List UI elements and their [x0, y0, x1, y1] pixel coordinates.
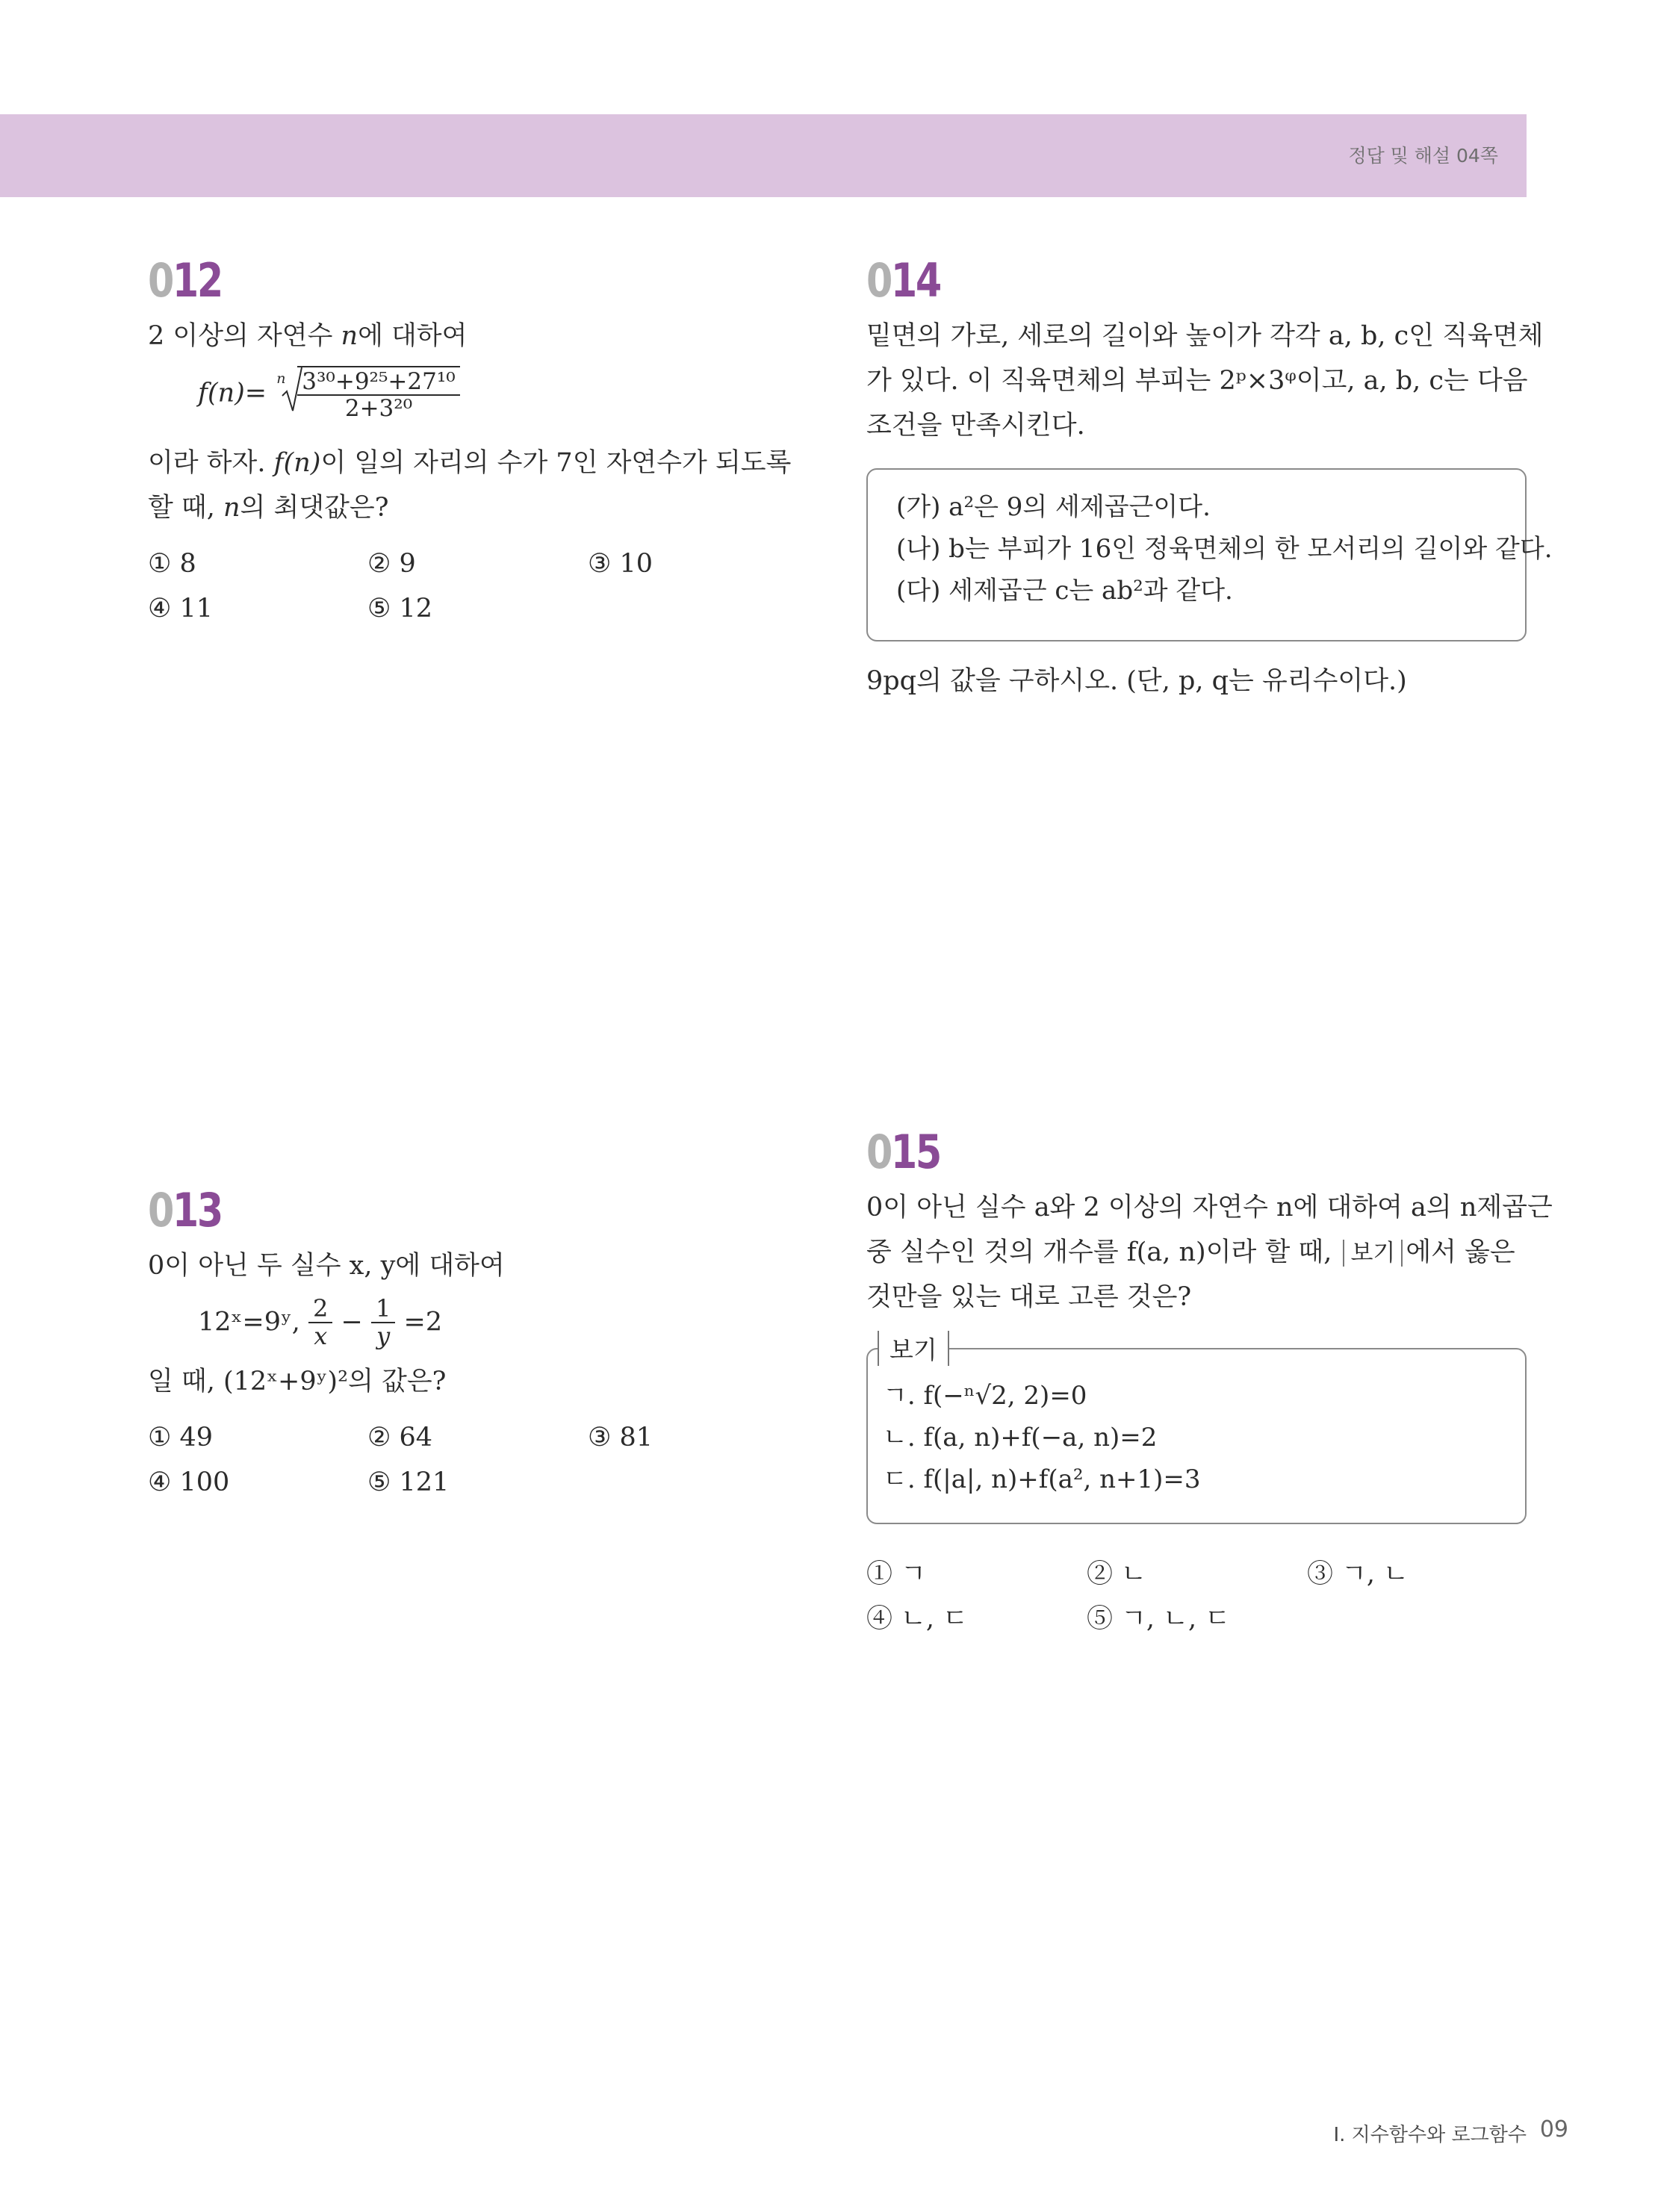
question-number-014: 014 [866, 253, 940, 308]
q013-choice-3[interactable]: ③ 81 [588, 1423, 653, 1453]
condition-da: (다) 세제곱근 c는 ab²과 같다. [896, 576, 1233, 606]
q012-choice-5[interactable]: ⑤ 12 [367, 594, 433, 624]
q014-conditions-box [866, 468, 1553, 641]
bogi-item-digeut: ㄷ. f(|a|, n)+f(a², n+1)=3 [883, 1464, 1201, 1494]
q013-choice-4[interactable]: ④ 100 [148, 1467, 230, 1497]
bogi-reference: 보기 [1343, 1240, 1403, 1267]
q015-stem-line2: 중 실수인 것의 개수를 f(a, n)이라 할 때, 보기 에서 옳은 [866, 1237, 1515, 1267]
q013-choice-5[interactable]: ⑤ 121 [367, 1467, 450, 1497]
q015-bogi-box [866, 1348, 1527, 1524]
q012-numerator: 3³⁰+9²⁵+27¹⁰ [297, 369, 459, 396]
q013-stem-line2: 일 때, (12ˣ+9ʸ)²의 값은? [148, 1367, 447, 1397]
q012-stem-line1: 2 이상의 자연수 n에 대하여 [148, 321, 468, 351]
condition-ga: (가) a²은 9의 세제곱근이다. [896, 492, 1211, 522]
chapter-title: I. 지수함수와 로그함수 [1333, 2124, 1527, 2146]
q012-formula: f(n)= n $\frac{\text{3³⁰+9²⁵+27¹⁰}}{\text{2+3²⁰}}$ [198, 366, 460, 421]
bogi-item-giyeok: ㄱ. f(−ⁿ√2, 2)=0 [883, 1381, 1087, 1411]
condition-na: (나) b는 부피가 16인 정육면체의 한 모서리의 길이와 같다. [896, 534, 1553, 564]
radical-sign-icon [281, 366, 303, 414]
q013-frac1-num: 2 [308, 1296, 332, 1323]
q012-choice-4[interactable]: ④ 11 [148, 594, 214, 624]
header-band [0, 114, 1527, 197]
q013-frac1-den: x [314, 1322, 328, 1351]
q012-stem-line3: 할 때, n의 최댓값은? [148, 493, 389, 523]
q014-stem-line2: 가 있다. 이 직육면체의 부피는 2ᵖ×3ᵠ이고, a, b, c는 다음 [866, 366, 1528, 396]
q012-stem-line2: 이라 하자. f(n)이 일의 자리의 수가 7인 자연수가 되도록 [148, 448, 792, 478]
question-number-013: 013 [148, 1183, 222, 1237]
q015-choice-1[interactable]: ① ㄱ [866, 1559, 926, 1589]
question-number-015: 015 [866, 1125, 940, 1179]
q015-choice-3[interactable]: ③ ㄱ, ㄴ [1307, 1559, 1409, 1589]
bogi-item-nieun: ㄴ. f(a, n)+f(−a, n)=2 [883, 1423, 1158, 1453]
q013-stem-line1: 0이 아닌 두 실수 x, y에 대하여 [148, 1251, 505, 1281]
page-number: 09 [1539, 2116, 1568, 2143]
q013-choice-2[interactable]: ② 64 [367, 1423, 433, 1453]
q014-stem-line1: 밑면의 가로, 세로의 길이와 높이가 각각 a, b, c인 직육면체 [866, 321, 1544, 351]
q015-stem-line3: 것만을 있는 대로 고른 것은? [866, 1282, 1192, 1312]
q012-choice-2[interactable]: ② 9 [367, 549, 416, 579]
root-index: n [276, 370, 286, 387]
bogi-legend: 보기 [878, 1331, 949, 1366]
q015-choice-4[interactable]: ④ ㄴ, ㄷ [866, 1604, 968, 1634]
q013-choice-1[interactable]: ① 49 [148, 1423, 214, 1453]
q012-choice-1[interactable]: ① 8 [148, 549, 196, 579]
q012-choice-3[interactable]: ③ 10 [588, 549, 653, 579]
q014-question: 9pq의 값을 구하시오. (단, p, q는 유리수이다.) [866, 666, 1407, 696]
q014-stem-line3: 조건을 만족시킨다. [866, 411, 1085, 441]
q013-equation: 12ˣ=9ʸ, $\frac{2}{x}$ − $\frac{1}{y}$ =2 [198, 1294, 443, 1351]
q015-stem-line1: 0이 아닌 실수 a와 2 이상의 자연수 n에 대하여 a의 n제곱근 [866, 1193, 1553, 1222]
q015-choice-2[interactable]: ② ㄴ [1087, 1559, 1146, 1589]
q015-choice-5[interactable]: ⑤ ㄱ, ㄴ, ㄷ [1087, 1604, 1231, 1634]
q013-frac2-num: 1 [371, 1296, 395, 1323]
question-number-012: 012 [148, 253, 222, 308]
answer-reference: 정답 및 해설 04쪽 [1348, 145, 1498, 167]
q012-denominator: 2+3²⁰ [344, 395, 413, 423]
q013-frac2-den: y [376, 1322, 391, 1351]
